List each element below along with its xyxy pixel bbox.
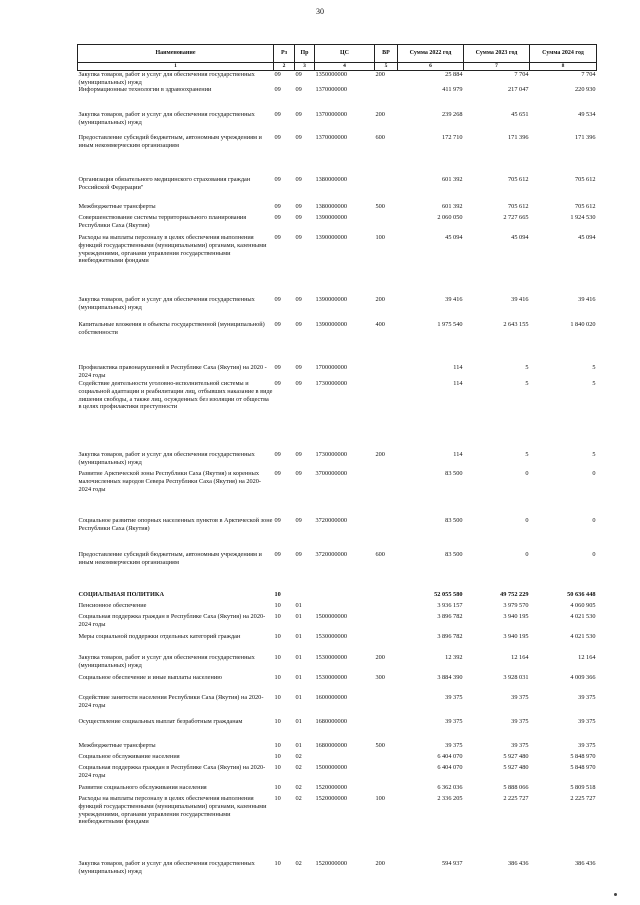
row-sum-2024: 0 <box>592 551 596 559</box>
row-name: Закупка товаров, работ и услуг для обеспечения государственных (муниципальных) нужд <box>78 860 255 876</box>
row-cs: 1700000000 <box>315 364 347 372</box>
row-name: Межбюджетные трансферты <box>78 203 156 211</box>
row-pr: 09 <box>295 203 302 211</box>
row-sum-2023: 705 612 <box>508 203 529 211</box>
row-vr <box>375 613 398 633</box>
header-rz: Рз <box>274 45 295 63</box>
row-vr: 100 <box>375 234 385 242</box>
row-vr: 400 <box>375 321 385 329</box>
row-name: Содействие деятельности уголовно-исполнительной системы и социальной адаптации и реабилитации лиц, отбывших наказание в виде лишения свободы, а также лиц, осужденных без изоляции от общества в целях профилактики преступности <box>78 380 273 411</box>
row-sum-2022: 172 710 <box>442 134 463 142</box>
row-pr: 09 <box>295 551 302 559</box>
row-vr: 200 <box>375 860 385 868</box>
row-name: Закупка товаров, работ и услуг для обеспечения государственных (муниципальных) нужд <box>78 111 255 127</box>
row-pr: 09 <box>295 470 302 478</box>
row-name: Межбюджетные трансферты <box>78 742 156 750</box>
row-name: Социальное обеспечение и иные выплаты населению <box>78 674 222 682</box>
row-sum-2022: 6 404 070 <box>437 764 463 772</box>
table-row <box>78 591 597 602</box>
row-name: Предоставление субсидий бюджетным, автономным учреждениям и иным некоммерческим организациям <box>78 551 262 567</box>
row-pr: 09 <box>295 364 302 372</box>
budget-table <box>77 44 597 880</box>
row-sum-2024: 0 <box>592 470 596 478</box>
row-rz: 10 <box>274 795 281 803</box>
column-number: 3 <box>295 63 315 71</box>
row-cs: 1520000000 <box>315 860 347 868</box>
row-vr: 200 <box>375 296 385 304</box>
row-rz: 09 <box>274 321 281 329</box>
row-sum-2022: 45 094 <box>445 234 463 242</box>
table-row <box>78 364 597 380</box>
header-cs: ЦС <box>315 45 375 63</box>
row-rz: 10 <box>274 764 281 772</box>
row-sum-2023: 3 940 195 <box>503 613 529 621</box>
row-name: Развитие социального обслуживания населения <box>78 784 207 792</box>
table-row <box>78 203 597 214</box>
row-sum-2023: 5 <box>525 451 529 459</box>
row-vr <box>375 364 398 380</box>
row-name: Предоставление субсидий бюджетным, автономным учреждениям и иным некоммерческим организациям <box>78 134 262 150</box>
row-rz: 10 <box>274 694 281 702</box>
row-rz: 09 <box>274 296 281 304</box>
column-number-row <box>78 63 597 71</box>
row-vr: 200 <box>375 71 385 78</box>
row-sum-2024: 0 <box>592 517 596 525</box>
header-pr: Пр <box>295 45 315 63</box>
row-vr <box>375 694 398 718</box>
row-pr: 09 <box>295 517 302 525</box>
row-cs: 1530000000 <box>315 633 347 641</box>
row-sum-2023: 3 928 031 <box>503 674 529 682</box>
row-vr <box>375 86 398 111</box>
row-vr <box>375 176 398 203</box>
table-row <box>78 86 597 111</box>
row-sum-2024: 4 021 530 <box>570 613 596 621</box>
row-vr: 600 <box>375 134 385 142</box>
row-sum-2024: 5 848 970 <box>570 753 596 761</box>
row-name: Социальное обслуживание населения <box>78 753 180 761</box>
row-sum-2022: 39 375 <box>445 694 463 702</box>
row-sum-2023: 0 <box>525 517 529 525</box>
row-cs: 1390000000 <box>315 321 347 329</box>
row-sum-2023: 5 927 480 <box>503 753 529 761</box>
row-cs: 1380000000 <box>315 203 347 211</box>
row-sum-2022: 52 055 580 <box>434 591 463 599</box>
row-sum-2023: 2 643 155 <box>503 321 529 329</box>
row-sum-2024: 5 <box>592 451 596 459</box>
table-row <box>78 602 597 613</box>
table-row <box>78 551 597 591</box>
row-sum-2022: 83 500 <box>445 551 463 559</box>
row-vr: 200 <box>375 654 385 662</box>
row-vr <box>375 602 398 613</box>
table-row <box>78 633 597 654</box>
row-cs: 1500000000 <box>315 764 347 772</box>
row-pr: 01 <box>295 633 302 641</box>
row-vr <box>375 591 398 602</box>
row-rz: 09 <box>274 134 281 142</box>
row-sum-2022: 2 060 050 <box>437 214 463 222</box>
row-vr <box>375 470 398 517</box>
row-name: Развитие Арктической зоны Республики Саха (Якутия) и коренных малочисленных народов Севера Республики Саха (Якутия) на 2020-2024 годы <box>78 470 262 493</box>
row-sum-2024: 705 612 <box>575 176 596 184</box>
row-sum-2022: 3 896 782 <box>437 613 463 621</box>
row-sum-2022: 3 936 157 <box>437 602 463 610</box>
row-sum-2024: 1 840 020 <box>570 321 596 329</box>
row-sum-2023: 0 <box>525 551 529 559</box>
row-sum-2022: 12 392 <box>445 654 463 662</box>
row-cs: 1680000000 <box>315 742 347 750</box>
row-sum-2023: 5 888 066 <box>503 784 529 792</box>
row-cs: 1390000000 <box>315 214 347 222</box>
row-name: Расходы на выплаты персоналу в целях обеспечения выполнения функций государственными (муниципальными) органами, казенными учреждениями, органами управления государственными внебюджетными фондами <box>78 795 267 826</box>
table-row <box>78 764 597 784</box>
row-pr: 09 <box>295 111 302 119</box>
row-pr: 02 <box>295 795 302 803</box>
row-sum-2022: 411 979 <box>442 86 463 94</box>
table-row <box>78 214 597 234</box>
row-rz: 10 <box>274 674 281 682</box>
header-sum-2023: Сумма 2023 год <box>464 45 530 63</box>
table-row <box>78 176 597 203</box>
row-vr <box>375 517 398 551</box>
row-sum-2023: 217 047 <box>508 86 529 94</box>
row-pr: 01 <box>295 613 302 621</box>
row-pr: 09 <box>295 234 302 242</box>
row-rz: 09 <box>274 451 281 459</box>
row-rz: 10 <box>274 654 281 662</box>
row-sum-2024: 7 704 <box>581 71 596 78</box>
row-sum-2024: 5 <box>592 380 596 388</box>
header-sum-2022: Сумма 2022 год <box>398 45 464 63</box>
table-row <box>78 694 597 718</box>
row-sum-2023: 171 396 <box>508 134 529 142</box>
row-sum-2024: 171 396 <box>575 134 596 142</box>
row-cs: 1730000000 <box>315 380 347 388</box>
row-cs: 1530000000 <box>315 674 347 682</box>
row-cs: 1370000000 <box>315 86 347 94</box>
row-vr <box>375 753 398 764</box>
table-row <box>78 674 597 694</box>
row-pr: 09 <box>295 321 302 329</box>
row-cs: 1600000000 <box>315 694 347 702</box>
table-row <box>78 71 597 87</box>
page-number: 30 <box>316 7 324 16</box>
row-rz: 09 <box>274 364 281 372</box>
row-sum-2024: 39 416 <box>578 296 596 304</box>
row-name: Совершенствование системы территориального планирования Республики Саха (Якутия) <box>78 214 247 230</box>
row-sum-2024: 45 094 <box>578 234 596 242</box>
table-row <box>78 134 597 176</box>
row-sum-2024: 4 021 530 <box>570 633 596 641</box>
row-cs <box>315 753 375 764</box>
row-name: Информационные технологии в здравоохранении <box>78 86 212 94</box>
row-sum-2022: 83 500 <box>445 470 463 478</box>
table-row <box>78 296 597 321</box>
row-rz: 10 <box>274 633 281 641</box>
row-cs: 3720000000 <box>315 551 347 559</box>
row-rz: 09 <box>274 86 281 94</box>
row-sum-2023: 7 704 <box>514 71 529 78</box>
row-sum-2023: 705 612 <box>508 176 529 184</box>
column-number: 2 <box>274 63 295 71</box>
row-pr: 01 <box>295 694 302 702</box>
header-row <box>78 45 597 63</box>
row-sum-2022: 594 937 <box>442 860 463 868</box>
row-name: Закупка товаров, работ и услуг для обеспечения государственных (муниципальных) нужд <box>78 451 255 467</box>
row-vr <box>375 214 398 234</box>
row-pr: 09 <box>295 451 302 459</box>
row-sum-2023: 39 375 <box>511 694 529 702</box>
row-sum-2023: 5 927 480 <box>503 764 529 772</box>
row-sum-2024: 39 375 <box>578 742 596 750</box>
row-pr: 09 <box>295 86 302 94</box>
row-cs: 1680000000 <box>315 718 347 726</box>
row-sum-2024: 386 436 <box>575 860 596 868</box>
row-vr <box>375 784 398 795</box>
row-pr: 02 <box>295 784 302 792</box>
row-name: Закупка товаров, работ и услуг для обеспечения государственных (муниципальных) нужд <box>78 71 255 86</box>
table-row <box>78 321 597 364</box>
row-sum-2023: 45 651 <box>511 111 529 119</box>
row-cs: 1730000000 <box>315 451 347 459</box>
row-name: Профилактика правонарушений в Республике Саха (Якутия) на 2020 - 2024 годы <box>78 364 267 380</box>
column-number: 7 <box>464 63 530 71</box>
row-pr: 01 <box>295 674 302 682</box>
row-pr: 09 <box>295 380 302 388</box>
row-vr: 200 <box>375 451 385 459</box>
row-pr: 09 <box>295 176 302 184</box>
row-name: Капитальные вложения в объекты государственной (муниципальной) собственности <box>78 321 265 337</box>
row-sum-2022: 39 416 <box>445 296 463 304</box>
row-rz: 09 <box>274 470 281 478</box>
row-name: Закупка товаров, работ и услуг для обеспечения государственных (муниципальных) нужд <box>78 654 255 670</box>
row-pr: 09 <box>295 134 302 142</box>
row-name: Закупка товаров, работ и услуг для обеспечения государственных (муниципальных) нужд <box>78 296 255 312</box>
table-row <box>78 234 597 296</box>
row-rz: 10 <box>274 860 281 868</box>
table-row <box>78 470 597 517</box>
row-sum-2024: 5 809 518 <box>570 784 596 792</box>
row-cs: 1530000000 <box>315 654 347 662</box>
row-sum-2022: 25 884 <box>445 71 463 78</box>
row-sum-2022: 114 <box>453 451 463 459</box>
row-rz: 10 <box>274 718 281 726</box>
row-cs <box>315 602 375 613</box>
table-row <box>78 111 597 134</box>
row-sum-2024: 5 848 970 <box>570 764 596 772</box>
row-sum-2023: 3 940 195 <box>503 633 529 641</box>
row-cs: 1350000000 <box>315 71 347 78</box>
table-row <box>78 654 597 674</box>
row-sum-2022: 1 975 540 <box>437 321 463 329</box>
row-cs: 1370000000 <box>315 134 347 142</box>
row-pr: 02 <box>295 764 302 772</box>
table-row <box>78 613 597 633</box>
row-cs: 1380000000 <box>315 176 347 184</box>
row-sum-2023: 5 <box>525 380 529 388</box>
row-sum-2022: 601 392 <box>442 203 463 211</box>
column-number: 8 <box>530 63 597 71</box>
row-cs: 1500000000 <box>315 613 347 621</box>
row-vr <box>375 633 398 654</box>
row-cs: 1390000000 <box>315 296 347 304</box>
row-cs: 1520000000 <box>315 784 347 792</box>
row-vr: 500 <box>375 742 385 750</box>
row-sum-2024: 2 225 727 <box>570 795 596 803</box>
row-name: Меры социальной поддержки отдельных категорий граждан <box>78 633 241 641</box>
row-rz: 10 <box>274 602 281 610</box>
row-sum-2023: 0 <box>525 470 529 478</box>
row-sum-2022: 39 375 <box>445 718 463 726</box>
column-number: 5 <box>375 63 398 71</box>
row-rz: 10 <box>274 613 281 621</box>
row-sum-2024: 220 930 <box>575 86 596 94</box>
table-row <box>78 380 597 451</box>
table-row <box>78 742 597 753</box>
row-pr: 09 <box>295 214 302 222</box>
row-sum-2022: 3 884 390 <box>437 674 463 682</box>
row-name: Организация обязательного медицинского страхования граждан Российской Федерации" <box>78 176 251 192</box>
row-cs <box>315 591 375 602</box>
row-sum-2022: 114 <box>453 364 463 372</box>
row-rz: 09 <box>274 380 281 388</box>
row-pr: 01 <box>295 602 302 610</box>
row-sum-2022: 2 336 205 <box>437 795 463 803</box>
row-pr <box>295 591 315 602</box>
row-rz: 09 <box>274 203 281 211</box>
row-rz: 09 <box>274 111 281 119</box>
row-name: Социальная поддержка граждан в Республике Саха (Якутия) на 2020-2024 годы <box>78 613 266 629</box>
table-row <box>78 795 597 860</box>
row-sum-2022: 6 362 036 <box>437 784 463 792</box>
row-name: СОЦИАЛЬНАЯ ПОЛИТИКА <box>78 591 164 599</box>
row-name: Расходы на выплаты персоналу в целях обеспечения выполнения функций государственными (муниципальными) органами, казенными учреждениями, органами управления государственными внебюджетными фондами <box>78 234 267 265</box>
column-number: 1 <box>78 63 274 71</box>
row-rz: 09 <box>274 551 281 559</box>
row-rz: 09 <box>274 176 281 184</box>
row-sum-2024: 50 636 448 <box>567 591 596 599</box>
row-pr: 01 <box>295 654 302 662</box>
row-pr: 09 <box>295 71 302 78</box>
row-vr: 100 <box>375 795 385 803</box>
row-sum-2024: 5 <box>592 364 596 372</box>
row-pr: 01 <box>295 742 302 750</box>
row-sum-2024: 1 924 530 <box>570 214 596 222</box>
header-vr: ВР <box>375 45 398 63</box>
row-rz: 10 <box>274 591 281 599</box>
row-sum-2023: 39 375 <box>511 718 529 726</box>
row-rz: 10 <box>274 742 281 750</box>
row-rz: 10 <box>274 784 281 792</box>
header-name: Наименование <box>78 45 274 63</box>
row-cs: 1390000000 <box>315 234 347 242</box>
row-rz: 09 <box>274 71 281 78</box>
row-sum-2022: 114 <box>453 380 463 388</box>
row-vr: 200 <box>375 111 385 119</box>
row-sum-2023: 49 752 229 <box>500 591 529 599</box>
row-sum-2023: 45 094 <box>511 234 529 242</box>
row-sum-2023: 39 375 <box>511 742 529 750</box>
row-sum-2024: 705 612 <box>575 203 596 211</box>
row-rz: 09 <box>274 214 281 222</box>
row-sum-2024: 12 164 <box>578 654 596 662</box>
row-name: Осуществление социальных выплат безработным гражданам <box>78 718 243 726</box>
row-pr: 09 <box>295 296 302 304</box>
row-sum-2024: 4 060 905 <box>570 602 596 610</box>
column-number: 4 <box>315 63 375 71</box>
row-sum-2022: 39 375 <box>445 742 463 750</box>
row-name: Содействие занятости населения Республики Саха (Якутия) на 2020-2024 годы <box>78 694 264 710</box>
table-row <box>78 451 597 470</box>
row-cs: 3720000000 <box>315 517 347 525</box>
row-sum-2023: 2 727 665 <box>503 214 529 222</box>
row-vr: 500 <box>375 203 385 211</box>
row-sum-2022: 601 392 <box>442 176 463 184</box>
row-name: Социальное развитие опорных населенных пунктов в Арктической зоне Республики Саха (Якутия) <box>78 517 273 533</box>
row-rz: 10 <box>274 753 281 761</box>
scan-speck <box>614 893 617 896</box>
header-sum-2024: Сумма 2024 год <box>530 45 597 63</box>
table-row <box>78 718 597 742</box>
row-sum-2024: 49 534 <box>578 111 596 119</box>
row-rz: 09 <box>274 234 281 242</box>
row-sum-2022: 83 500 <box>445 517 463 525</box>
column-number: 6 <box>398 63 464 71</box>
row-cs: 3700000000 <box>315 470 347 478</box>
row-pr: 02 <box>295 753 302 761</box>
row-vr <box>375 718 398 742</box>
row-vr <box>375 380 398 451</box>
row-sum-2023: 12 164 <box>511 654 529 662</box>
table-row <box>78 517 597 551</box>
table-row <box>78 784 597 795</box>
row-sum-2023: 39 416 <box>511 296 529 304</box>
row-sum-2024: 39 375 <box>578 718 596 726</box>
row-pr: 02 <box>295 860 302 868</box>
row-name: Пенсионное обеспечение <box>78 602 147 610</box>
table-row <box>78 860 597 880</box>
row-sum-2022: 239 268 <box>442 111 463 119</box>
row-name: Социальная поддержка граждан в Республике Саха (Якутия) на 2020-2024 годы <box>78 764 266 780</box>
row-cs: 1370000000 <box>315 111 347 119</box>
row-vr: 600 <box>375 551 385 559</box>
row-sum-2022: 3 896 782 <box>437 633 463 641</box>
row-sum-2023: 386 436 <box>508 860 529 868</box>
table-row <box>78 753 597 764</box>
row-sum-2023: 3 979 570 <box>503 602 529 610</box>
row-sum-2022: 6 404 070 <box>437 753 463 761</box>
row-sum-2023: 2 225 727 <box>503 795 529 803</box>
row-pr: 01 <box>295 718 302 726</box>
row-vr: 300 <box>375 674 385 682</box>
row-sum-2024: 4 009 366 <box>570 674 596 682</box>
table-body <box>78 71 597 881</box>
row-sum-2024: 39 375 <box>578 694 596 702</box>
row-vr <box>375 764 398 784</box>
row-rz: 09 <box>274 517 281 525</box>
row-cs: 1520000000 <box>315 795 347 803</box>
row-sum-2023: 5 <box>525 364 529 372</box>
